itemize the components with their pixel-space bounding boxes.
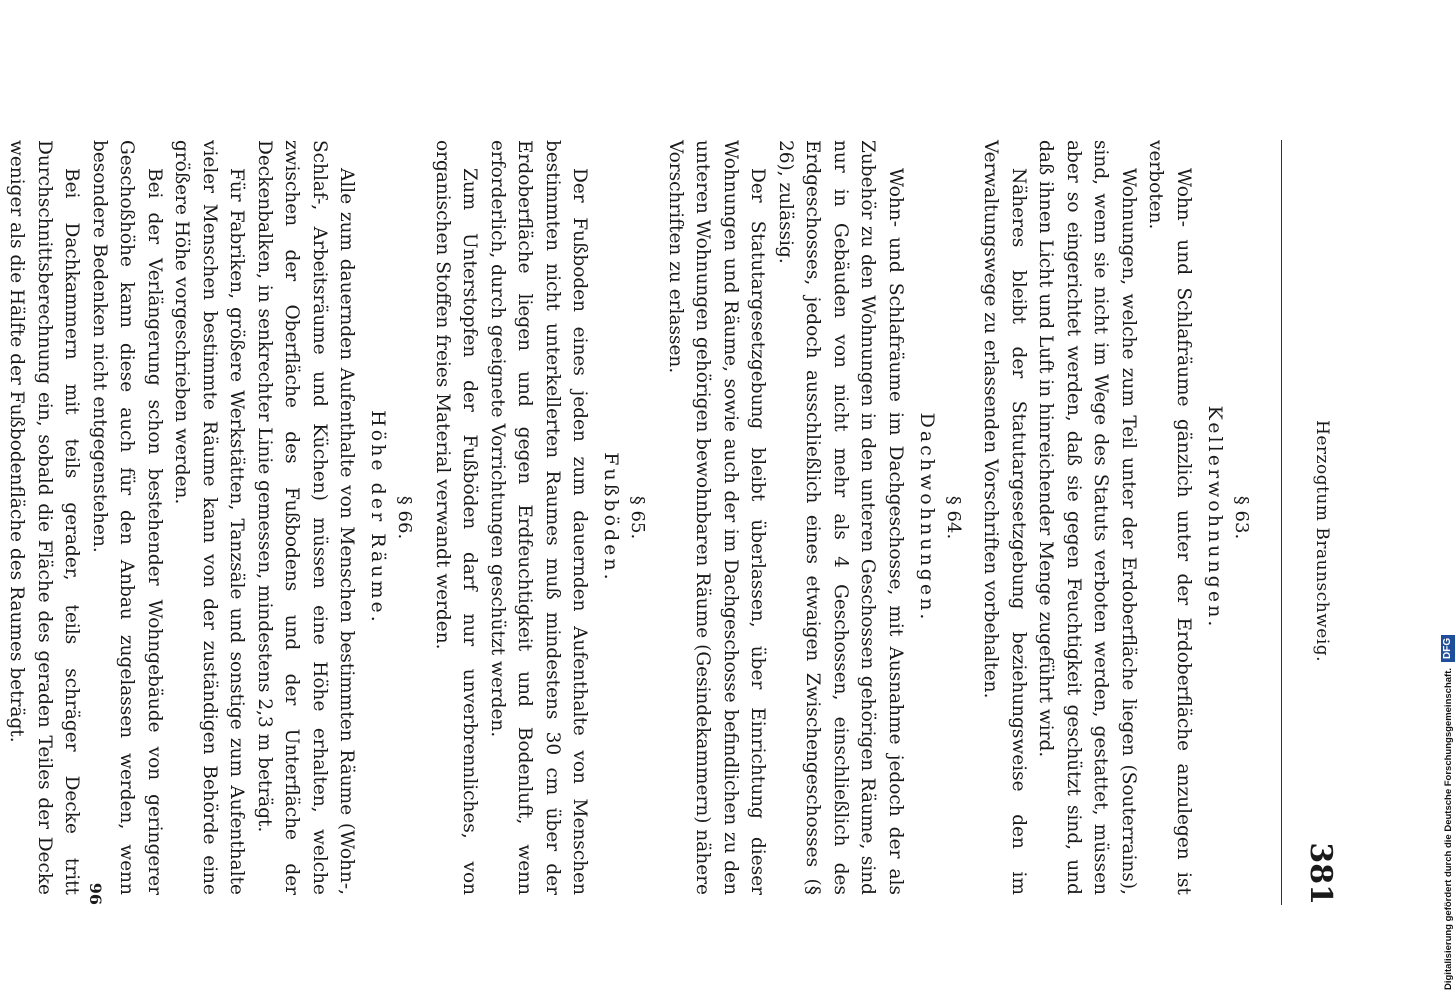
section-number: § 65.: [627, 495, 649, 540]
paragraph: Der Fußboden eines jeden zum dauernden Aufenthalte von Menschen bestimmten nicht unterkellerten Raumes muß mindestens 30 cm über der Erdoberfläche liegen und gegen Erdfeuchtigkeit und Bodenluft, wenn erforderlich, durch geeignete Vorrichtungen geschützt werden.: [487, 140, 591, 895]
section-63: [977, 140, 1253, 895]
section-number: § 66.: [394, 495, 416, 540]
paragraph: Wohnungen, welche zum Teil unter der Erdoberfläche liegen (Souterrains), sind, wenn sie nicht im Wege des Statuts verboten werden, gestattet, müssen aber so eingerichtet werden, daß sie gegen Feuchtigkeit geschützt sind, und daß ihnen Licht und Luft in hinreichender Menge zugeführt wird.: [1035, 140, 1139, 895]
section-title: Höhe der Räume.: [367, 410, 390, 625]
page-title: Herzogtum Braunschweig.: [1312, 420, 1332, 663]
dfg-logo-icon: DFG: [1441, 635, 1455, 662]
paragraph: Der Statutargesetzgebung bleibt überlassen, über Einrichtung dieser Wohnungen und Räume, sowie auch der im Dachgeschosse befindlichen zu den unteren Wohnungen gehörigen bewohnbaren Räume (Gesindekammern) nähere Vorschriften zu erlassen.: [665, 140, 769, 895]
signature-mark: 96: [86, 882, 105, 905]
paragraph: Bei Dachkammern mit teils gerader, teils schräger Decke tritt Durchschnittsberechnung ein, sobald die Fläche des geraden Teiles der Decke weniger als die Hälfte der Fußbodenfläche des Raumes beträgt.: [6, 140, 83, 895]
paragraph: Näheres bleibt der Statutargesetzgebung beziehungsweise den im Verwaltungswege zu erlassenden Vorschriften vorbehalten.: [980, 140, 1029, 895]
section-title: Fußböden.: [600, 452, 623, 583]
running-head: [1281, 140, 1338, 905]
paragraph: Wohn- und Schlafräume im Dachgeschosse, mit Ausnahme jedoch der als Zubehör zu den Wohnungen in den unteren Geschossen gehörigen Räume, sind nur in Gebäuden von nicht mehr als 4 Geschossen, einschließlich des Erdgeschosses, jedoch ausschließlich eines etwaigen Zwischengeschosses (§ 26), zulässig.: [775, 140, 906, 895]
page-number: 381: [1303, 842, 1338, 905]
paragraph: Wohn- und Schlafräume gänzlich unter der Erdoberfläche anzulegen ist verboten.: [1145, 140, 1194, 895]
paragraph: Zum Unterstopfen der Fußböden darf nur unverbrennliches, von organischen Stoffen freies Material verwandt werden.: [432, 140, 481, 895]
paragraph: Für Fabriken, größere Werkstätten, Tanzsäle und sonstige zum Aufenthalte vieler Menschen bestimmte Räume kann von der zuständigen Behörde eine größere Höhe vorgeschrieben werden.: [171, 140, 248, 895]
section-title: Kellerwohnungen.: [1204, 405, 1226, 630]
paragraph: [0, 140, 3, 895]
document-body: [0, 140, 1265, 895]
digitization-note-text: Digitalisierung gefördert durch die Deutsche Forschungsgemeinschaft.: [1442, 668, 1454, 990]
paragraph: Bei der Verlängerung schon bestehender Wohngebäude von geringerer Geschoßhöhe kann diese auch für den Anbau zugelassen werden, wenn besondere Bedenken nicht entgegenstehen.: [89, 140, 165, 895]
section-66: [0, 140, 417, 895]
section-64: [662, 140, 966, 895]
section-number: § 63.: [1231, 495, 1252, 540]
section-number: § 64.: [943, 495, 964, 540]
digitization-note: [1440, 0, 1455, 990]
paragraph: Alle zum dauernden Aufenthalte von Menschen bestimmten Räume (Wohn-, Schlaf-, Arbeitsräume und Küchen) müssen eine Höhe erhalten, welche zwischen der Oberfläche des Fußbodens und der Unterfläche der Deckenbalken, in senkrechter Linie gemessen, mindestens 2,3 m beträgt.: [254, 140, 358, 895]
section-65: [429, 140, 650, 895]
section-title: Dachwohnungen.: [916, 412, 938, 623]
